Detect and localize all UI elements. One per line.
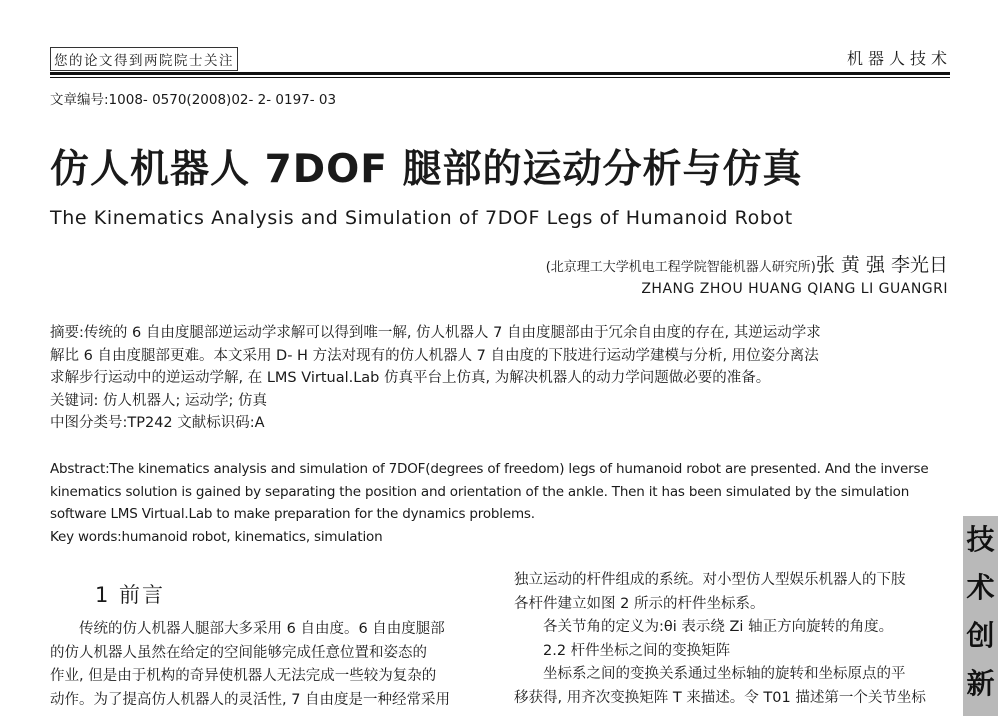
body-line: 独立运动的杆件组成的系统。对小型仿人型娱乐机器人的下肢 [514, 572, 906, 588]
abstract-chinese [50, 322, 948, 435]
journal-section-title: 机器人技术 [846, 49, 952, 68]
abstract-cn-line: 摘要:传统的 6 自由度腿部逆运动学求解可以得到唯一解, 仿人机器人 7 自由度腿部由于冗余自由度的存在, 其逆运动学求 [50, 325, 821, 341]
header-rule-thick [50, 72, 950, 75]
body-line: 各关节角的定义为:θi 表示绕 Zi 轴正方向旋转的角度。 [543, 619, 894, 635]
body-line: 移获得, 用齐次变换矩阵 T 来描述。令 T01 描述第一个关节坐标 [514, 689, 926, 706]
header-rule-thin [50, 77, 950, 78]
abstract-en-line: software LMS Virtual.Lab to make preparation for the dynamics problems. [50, 506, 535, 522]
side-banner [963, 516, 998, 716]
subsection-heading: 2.2 杆件坐标之间的变换矩阵 [543, 642, 731, 659]
right-column-body [514, 569, 948, 710]
keywords-chinese: 关键词: 仿人机器人; 运动学; 仿真 [50, 392, 267, 409]
paper-title-chinese: 仿人机器人 7DOF 腿部的运动分析与仿真 [50, 147, 803, 192]
side-banner-char: 术 [966, 571, 995, 604]
body-line: 坐标系之间的变换关系通过坐标轴的旋转和坐标原点的平 [543, 666, 906, 682]
column-tag: 您的论文得到两院院士关注 [50, 47, 238, 71]
author-affiliation: (北京理工大学机电工程学院智能机器人研究所) [545, 260, 816, 275]
authors-english: ZHANG ZHOU HUANG QIANG LI GUANGRI [641, 281, 948, 297]
side-banner-char: 技 [966, 523, 995, 556]
side-banner-char: 创 [966, 619, 995, 652]
authors-chinese [546, 250, 948, 277]
body-line: 动作。为了提高仿人机器人的灵活性, 7 自由度是一种经常采用 [50, 691, 451, 708]
abstract-en-line: kinematics solution is gained by separating the position and orientation of the ankle. Then it has been simulated by the simulation [50, 483, 910, 500]
author-names: 张 黄 强 李光日 [815, 254, 948, 276]
abstract-english [50, 458, 948, 548]
body-line: 各杆件建立如图 2 所示的杆件坐标系。 [514, 595, 765, 612]
paper-title-english: The Kinematics Analysis and Simulation of 7DOF Legs of Humanoid Robot [50, 207, 793, 229]
keywords-english: Key words:humanoid robot, kinematics, simulation [50, 528, 383, 545]
section-heading: 1 前言 [95, 583, 166, 607]
abstract-cn-line: 解比 6 自由度腿部更难。本文采用 D- H 方法对现有的仿人机器人 7 自由度的下肢进行运动学建模与分析, 用位姿分离法 [50, 347, 819, 364]
body-line: 作业, 但是由于机构的奇异使机器人无法完成一些较为复杂的 [50, 668, 437, 684]
abstract-cn-line: 求解步行运动中的逆运动学解, 在 LMS Virtual.Lab 仿真平台上仿真, 为解决机器人的动力学问题做必要的准备。 [50, 370, 771, 386]
side-banner-char: 新 [966, 667, 995, 700]
left-column-body [50, 618, 486, 712]
abstract-en-line: Abstract:The kinematics analysis and simulation of 7DOF(degrees of freedom) legs of humanoid robot are presented. And the inverse [50, 461, 929, 477]
classification-code: 中图分类号:TP242 文献标识码:A [50, 415, 265, 431]
article-number: 文章编号:1008- 0570(2008)02- 2- 0197- 03 [50, 92, 337, 108]
body-line: 传统的仿人机器人腿部大多采用 6 自由度。6 自由度腿部 [79, 621, 445, 637]
body-line: 的仿人机器人虽然在给定的空间能够完成任意位置和姿态的 [50, 644, 427, 661]
